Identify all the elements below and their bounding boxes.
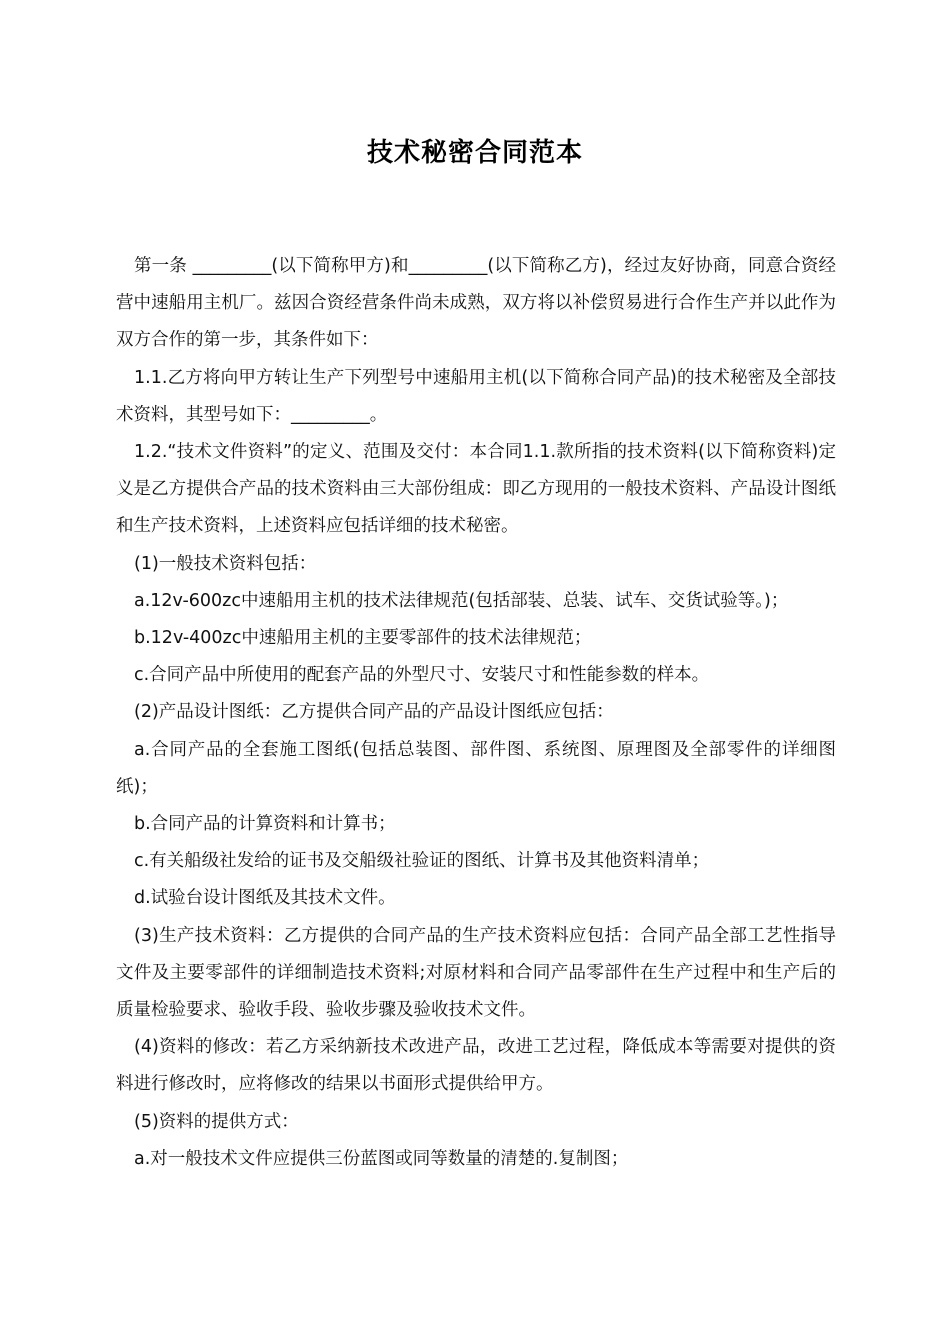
paragraph-1-2: 1.2.“技术文件资料”的定义、范围及交付：本合同1.1.款所指的技术资料(以下简称资料)定义是乙方提供合产品的技术资料由三大部份组成：即乙方现用的一般技术资料、产品设计图纸和生产技术资料，上述资料应包括详细的技术秘密。: [116, 442, 836, 537]
list-item: d.试验台设计图纸及其技术文件。: [134, 888, 396, 909]
paragraph-delivery-method: (5)资料的提供方式：: [134, 1111, 299, 1132]
list-item: c.有关船级社发给的证书及交船级社验证的图纸、计算书及其他资料清单；: [134, 851, 710, 872]
paragraph-1-1: 1.1.乙方将向甲方转让生产下列型号中速船用主机(以下简称合同产品)的技术秘密及全部技术资料，其型号如下：_________。: [116, 367, 836, 425]
paragraph-article-1: 第一条 _________(以下简称甲方)和_________(以下简称乙方)，经过友好协商，同意合资经营中速船用主机厂。兹因合资经营条件尚未成熟，双方将以补偿贸易进行合作生产并以此作为双方合作的第一步，其条件如下：: [116, 256, 836, 351]
paragraph-design-drawings: (2)产品设计图纸：乙方提供合同产品的产品设计图纸应包括：: [134, 702, 614, 723]
list-item: b.12v-400zc中速船用主机的主要零部件的技术法律规范；: [134, 628, 592, 649]
document-body: [116, 248, 836, 1178]
list-item: a.12v-600zc中速船用主机的技术法律规范(包括部装、总装、试车、交货试验等。)；: [134, 590, 789, 611]
paragraph-doc-revision: (4)资料的修改：若乙方采纳新技术改进产品，改进工艺过程，降低成本等需要对提供的资料进行修改时，应将修改的结果以书面形式提供给甲方。: [116, 1037, 836, 1095]
paragraph-general-docs: (1)一般技术资料包括：: [134, 553, 317, 574]
list-item: a.对一般技术文件应提供三份蓝图或同等数量的清楚的.复制图；: [134, 1148, 629, 1169]
document-title: 技术秘密合同范本: [366, 138, 583, 168]
paragraph-production-docs: (3)生产技术资料：乙方提供的合同产品的生产技术资料应包括：合同产品全部工艺性指导文件及主要零部件的详细制造技术资料;对原材料和合同产品零部件在生产过程中和生产后的质量检验要求、验收手段、验收步骤及验收技术文件。: [116, 925, 836, 1021]
list-item: c.合同产品中所使用的配套产品的外型尺寸、安装尺寸和性能参数的样本。: [134, 665, 710, 686]
list-item: b.合同产品的计算资料和计算书；: [134, 814, 396, 835]
list-item: a.合同产品的全套施工图纸(包括总装图、部件图、系统图、原理图及全部零件的详细图纸)；: [116, 739, 836, 797]
